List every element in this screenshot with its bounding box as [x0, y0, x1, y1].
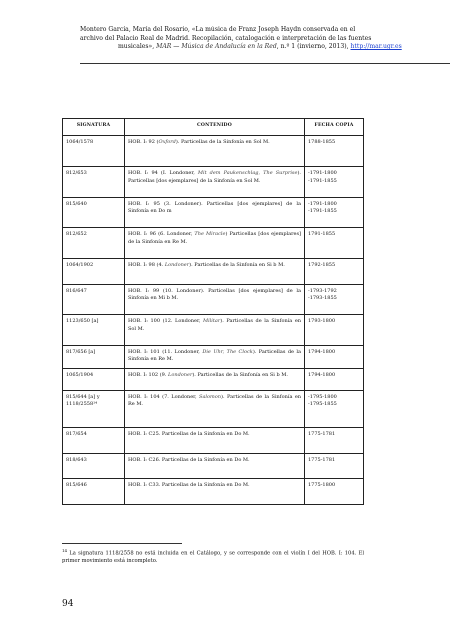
copy-date: 1794-1800: [308, 348, 336, 355]
signatura-cell: 1064/1578: [63, 136, 125, 167]
contenido-cell: [125, 136, 305, 167]
copy-date: 1775-1781: [308, 431, 336, 438]
signatura-cell: 1123/650 [a]: [63, 315, 125, 345]
contenido-cell: [125, 453, 305, 478]
contenido-cell: [125, 390, 305, 428]
signatura-cell: 812/652: [63, 228, 125, 258]
citation-line-2: archivo del Palacio Real de Madrid. Recopilación, catalogación e interpretación de las fuentes: [80, 34, 372, 42]
table-row: [63, 197, 364, 227]
contenido-text: HOB. I: 99 (10. Londoner). Particellas [dos ejemplares] de la Sinfonía en Mi b M.: [128, 288, 301, 302]
copy-date: -1795-1855: [308, 401, 337, 408]
contenido-text: ). Particellas de la Sinfonía en Sol M.: [175, 139, 270, 145]
fecha-cell: [305, 369, 364, 390]
copy-date: -1791-1800: [308, 170, 337, 177]
contenido-text: HOB. I: 102 (9.: [128, 372, 169, 379]
fecha-cell: [305, 285, 364, 315]
copy-date: 1788-1855: [308, 139, 336, 145]
copy-date: -1791-1800: [308, 200, 337, 207]
footnote: [62, 547, 364, 566]
table-row: [63, 390, 364, 428]
contenido-cell: [125, 345, 305, 368]
contenido-text: HOB. I: 104 (7. Londoner,: [128, 393, 200, 400]
fecha-cell: [305, 136, 364, 167]
citation-prefix: musicales»,: [118, 43, 155, 51]
fecha-cell: [305, 428, 364, 453]
copy-date: 1791-1855: [308, 231, 336, 238]
contenido-text: ). Particellas [dos ejemplares] de la Sinfonía en Sol M.: [128, 170, 302, 184]
contenido-text: HOB. I: 94 (I. Londoner,: [128, 170, 198, 177]
work-nickname: Londoner: [164, 261, 190, 268]
contenido-text: ) Particellas [dos ejemplares] de la Sinfonía en Re M.: [128, 231, 301, 245]
table-row: [63, 315, 364, 345]
work-nickname: Die Uhr, The Clock: [202, 348, 253, 355]
contenido-text: ). Particellas de la Sinfonía en Sol M.: [128, 318, 301, 332]
copy-date: -1791-1855: [308, 177, 337, 184]
page-number: 94: [62, 599, 74, 609]
work-nickname: Mit dem Paukenschlag, The Surprise: [197, 170, 298, 177]
contenido-text: HOB. I: C26. Particellas de la Sinfonía en Do M.: [128, 456, 250, 463]
contenido-cell: [125, 479, 305, 504]
contenido-text: HOB. I: 101 (11. Londoner,: [128, 348, 203, 355]
copy-date: 1794-1800: [308, 372, 336, 379]
contenido-cell: [125, 369, 305, 390]
contenido-cell: [125, 167, 305, 197]
signatura-cell: 817/654: [63, 428, 125, 453]
table-row: [63, 479, 364, 504]
fecha-cell: [305, 258, 364, 284]
footnote-text: La signatura 1118/2558 no está incluida en el Catálogo, y se corresponde con el violín I del HOB. I: 104. El primer movimiento está incompleto.: [62, 550, 364, 565]
footnote-divider: [62, 543, 182, 544]
contenido-text: ). Particellas de la Sinfonía en Si b M.: [189, 261, 285, 268]
contenido-text: HOB. I: 95 (3. Londoner). Particellas [dos ejemplares] de la Sinfonía en Do m: [128, 200, 301, 215]
fecha-cell: [305, 479, 364, 504]
copy-date: -1791-1855: [308, 208, 337, 215]
copy-date: 1775-1800: [308, 482, 336, 489]
table-row: [63, 453, 364, 478]
work-nickname: Salomon: [199, 393, 222, 400]
column-header-signatura: SIGNATURA: [63, 119, 125, 136]
contenido-text: HOB. I: C33. Particellas de la Sinfonía en Do M.: [128, 482, 250, 489]
copy-date: 1775-1781: [308, 456, 336, 463]
table-row: [63, 228, 364, 258]
column-header-fecha: FECHA COPIA: [305, 119, 364, 136]
header-divider: [80, 63, 450, 64]
signatura-cell: 1064/1902: [63, 258, 125, 284]
signatura-cell: 1065/1904: [63, 369, 125, 390]
signatura-cell: 816/647: [63, 285, 125, 315]
fecha-cell: [305, 167, 364, 197]
fecha-cell: [305, 315, 364, 345]
contenido-text: ). Particellas de la Sinfonía en Si b M.: [192, 372, 288, 379]
work-nickname: Militar: [202, 318, 221, 325]
citation-line-1: Montero García, María del Rosario, «La música de Franz Joseph Haydn conservada en el: [80, 26, 356, 33]
contenido-cell: [125, 258, 305, 284]
journal-issue: , n.º 1 (invierno, 2013),: [276, 43, 349, 51]
table-row: [63, 258, 364, 284]
footnote-number: 14: [62, 548, 68, 553]
table-body: [63, 136, 364, 505]
copy-date: -1793-1792: [308, 288, 337, 295]
contenido-text: ). Particellas de la Sinfonía en Re M.: [128, 348, 301, 363]
copy-date: -1795-1800: [308, 393, 337, 400]
signatura-cell: 815/640: [63, 197, 125, 227]
journal-title: MAR — Música de Andalucía en la Red: [156, 43, 277, 51]
citation-line-3: [80, 43, 450, 52]
sources-table-container: [62, 118, 364, 505]
table-row: [63, 369, 364, 390]
copy-date: 1793-1800: [308, 318, 336, 325]
signatura-cell: 818/643: [63, 453, 125, 478]
contenido-cell: [125, 228, 305, 258]
journal-link[interactable]: http://mar.ugr.es: [350, 43, 402, 51]
signatura-cell: 815/644 [a] y 1118/2558¹⁴: [63, 390, 125, 428]
fecha-cell: [305, 453, 364, 478]
signatura-cell: 817/656 [a]: [63, 345, 125, 368]
contenido-cell: [125, 315, 305, 345]
contenido-text: HOB. I: 96 (6. Londoner,: [128, 231, 195, 238]
fecha-cell: [305, 345, 364, 368]
table-row: [63, 167, 364, 197]
table-header-row: [63, 119, 364, 136]
fecha-cell: [305, 390, 364, 428]
copy-date: -1793-1855: [308, 295, 337, 302]
work-nickname: Oxford: [158, 139, 176, 145]
contenido-text: HOB. I: 92 (: [128, 139, 159, 145]
work-nickname: Londoner: [168, 372, 193, 379]
citation-header: [80, 26, 450, 52]
contenido-cell: [125, 285, 305, 315]
table-row: [63, 136, 364, 167]
table-row: [63, 345, 364, 368]
signatura-cell: 812/653: [63, 167, 125, 197]
fecha-cell: [305, 228, 364, 258]
contenido-text: HOB. I: C25. Particellas de la Sinfonía en Do M.: [128, 431, 250, 438]
table-row: [63, 285, 364, 315]
sources-table: [62, 118, 364, 505]
contenido-text: ). Particellas de la Sinfonía en Re M.: [128, 393, 301, 408]
contenido-cell: [125, 428, 305, 453]
contenido-cell: [125, 197, 305, 227]
fecha-cell: [305, 197, 364, 227]
column-header-contenido: CONTENIDO: [125, 119, 305, 136]
contenido-text: HOB. I: 100 (12. Londoner,: [128, 318, 203, 325]
table-row: [63, 428, 364, 453]
copy-date: 1792-1855: [308, 261, 336, 268]
contenido-text: HOB. I: 98 (4.: [128, 261, 165, 268]
signatura-cell: 815/646: [63, 479, 125, 504]
work-nickname: The Miracle: [194, 231, 226, 238]
